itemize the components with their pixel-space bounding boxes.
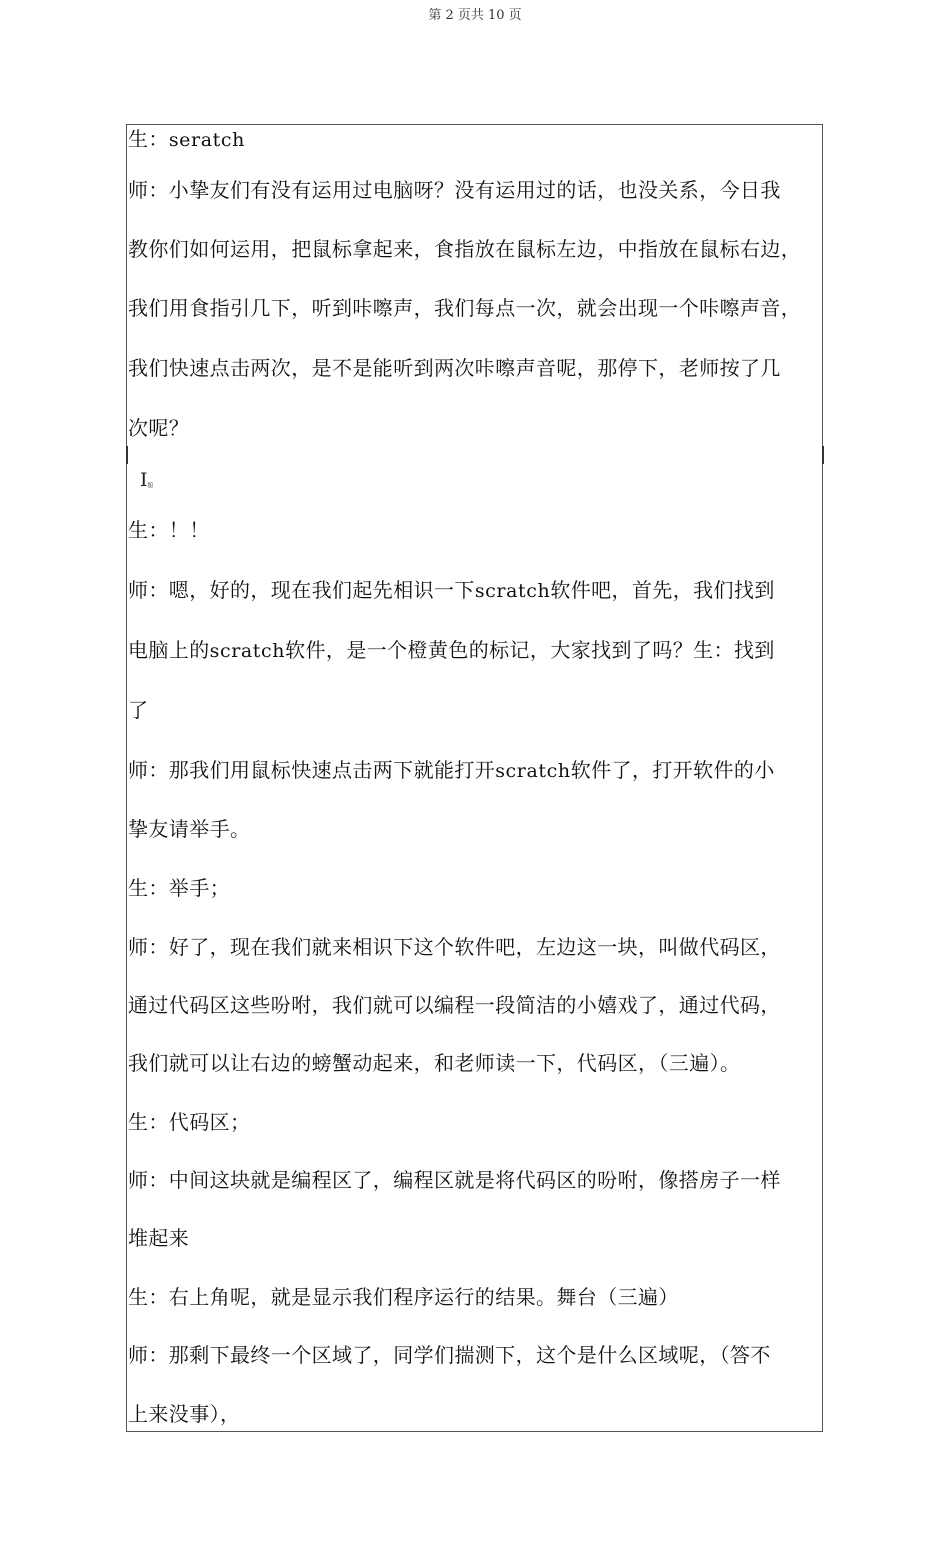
transcript-line	[128, 933, 824, 961]
text-cursor-icon: Iஐ	[140, 469, 154, 491]
transcript-line	[128, 1400, 824, 1428]
transcript-line	[128, 414, 824, 442]
line-text: 挚友请举手。	[128, 817, 251, 841]
transcript-line	[128, 815, 824, 843]
transcript-line	[128, 1283, 824, 1311]
transcript-line	[128, 1341, 824, 1369]
page-header: 第 2 页共 10 页	[428, 8, 522, 23]
line-text: 教你们如何运用，把鼠标拿起来，食指放在鼠标左边，中指放在鼠标右边，	[128, 237, 802, 261]
line-text: 我们用食指引几下，听到咔嚓声，我们每点一次，就会出现一个咔嚓声音，	[128, 296, 802, 320]
transcript-line	[128, 235, 824, 263]
line-latin-word: seratch	[168, 129, 245, 151]
transcript-line	[128, 125, 824, 154]
line-latin-word: scratch	[209, 640, 286, 662]
transcript-line	[128, 696, 824, 724]
line-text: 生：举手；	[128, 876, 230, 900]
line-text: 我们就可以让右边的螃蟹动起来，和老师读一下，代码区，（三遍）。	[128, 1051, 741, 1075]
right-border-tick	[822, 446, 824, 464]
line-text-tail: 软件了，打开软件的小	[570, 758, 775, 782]
transcript-line	[128, 294, 824, 322]
line-text: 师：好了，现在我们就来相识下这个软件吧，左边这一块，叫做代码区，	[128, 935, 781, 959]
line-text: 堆起来	[128, 1226, 190, 1250]
line-text: 师：那剩下最终一个区域了，同学们揣测下，这个是什么区域呢，（答不	[128, 1343, 771, 1367]
transcript-line	[128, 354, 824, 382]
line-text: 次呢？	[128, 416, 190, 440]
line-text: 师：那我们用鼠标快速点击两下就能打开	[128, 758, 496, 782]
transcript-line	[128, 874, 824, 902]
line-text: 师：小挚友们有没有运用过电脑呀？没有运用过的话，也没关系，今日我	[128, 178, 781, 202]
line-latin-word: scratch	[474, 580, 551, 602]
line-text: 生：	[128, 127, 169, 151]
transcript-line	[128, 1166, 824, 1194]
line-latin-word: scratch	[495, 760, 571, 782]
line-text: 电脑上的	[128, 638, 210, 662]
line-text-tail: 软件吧，首先，我们找到	[550, 578, 775, 602]
line-text: 我们快速点击两次，是不是能听到两次咔嚓声音呢，那停下，老师按了几	[128, 356, 781, 380]
line-text: 生：右上角呢，就是显示我们程序运行的结果。舞台（三遍）	[128, 1285, 679, 1309]
transcript-line	[128, 576, 824, 605]
transcript-line	[128, 991, 824, 1019]
line-text: 生：！！	[128, 518, 210, 542]
transcript-line	[128, 1049, 824, 1077]
line-text: 了	[128, 698, 149, 722]
line-text: 上来没事），	[128, 1402, 241, 1426]
transcript-line	[128, 636, 824, 665]
left-border-tick	[126, 446, 128, 464]
line-text: 生：代码区；	[128, 1110, 251, 1134]
transcript-line	[128, 176, 824, 204]
transcript-line	[128, 1108, 824, 1136]
line-text: 通过代码区这些吩咐，我们就可以编程一段简洁的小嬉戏了，通过代码，	[128, 993, 781, 1017]
transcript-line	[128, 756, 824, 785]
line-text: 师：中间这块就是编程区了，编程区就是将代码区的吩咐，像搭房子一样	[128, 1168, 781, 1192]
line-text-tail: 软件，是一个橙黄色的标记，大家找到了吗？生：找到	[285, 638, 775, 662]
line-text: 师：嗯，好的，现在我们起先相识一下	[128, 578, 475, 602]
transcript-line	[128, 1224, 824, 1252]
transcript-line	[128, 516, 824, 544]
